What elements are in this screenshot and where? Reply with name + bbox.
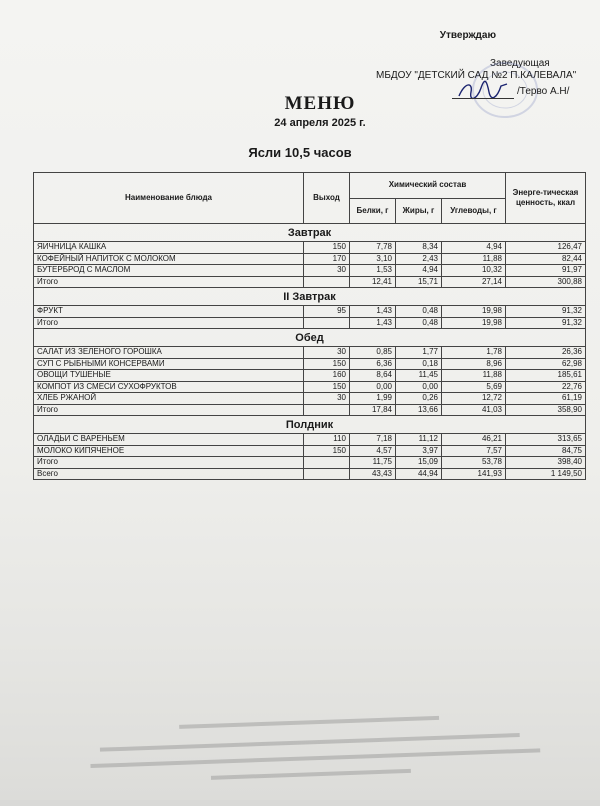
section-row	[34, 416, 586, 434]
dish-output: 30	[304, 265, 350, 277]
dish-fat: 0,00	[396, 381, 442, 393]
table-row	[34, 253, 586, 265]
table-row	[34, 347, 586, 359]
dish-fat: 11,12	[396, 434, 442, 446]
total-protein: 1,43	[350, 317, 396, 329]
dish-name: СУП С РЫБНЫМИ КОНСЕРВАМИ	[34, 358, 304, 370]
dish-protein: 1,53	[350, 265, 396, 277]
total-fat: 15,09	[396, 457, 442, 469]
dish-carbs: 11,88	[442, 253, 506, 265]
total-energy: 91,32	[506, 317, 586, 329]
dish-protein: 0,00	[350, 381, 396, 393]
dish-fat: 0,18	[396, 358, 442, 370]
dish-output: 150	[304, 242, 350, 254]
dish-fat: 0,48	[396, 306, 442, 318]
dish-fat: 3,97	[396, 445, 442, 457]
section-row	[34, 329, 586, 347]
total-output-empty	[304, 276, 350, 288]
dish-output: 160	[304, 370, 350, 382]
dish-energy: 126,47	[506, 242, 586, 254]
dish-fat: 0,26	[396, 393, 442, 405]
dish-output: 150	[304, 445, 350, 457]
total-protein: 17,84	[350, 404, 396, 416]
total-label: Итого	[34, 276, 304, 288]
column-header-fat: Жиры, г	[396, 198, 442, 224]
grand-total-energy: 1 149,50	[506, 468, 586, 480]
dish-name: ОВОЩИ ТУШЕНЫЕ	[34, 370, 304, 382]
total-fat: 0,48	[396, 317, 442, 329]
dish-output: 110	[304, 434, 350, 446]
total-energy: 398,40	[506, 457, 586, 469]
dish-fat: 4,94	[396, 265, 442, 277]
table-row	[34, 393, 586, 405]
total-carbs: 19,98	[442, 317, 506, 329]
dish-output: 95	[304, 306, 350, 318]
dish-protein: 4,57	[350, 445, 396, 457]
dish-energy: 82,44	[506, 253, 586, 265]
column-header-energy: Энерге-тическая ценность, ккал	[506, 173, 586, 224]
section-row	[34, 224, 586, 242]
dish-energy: 91,97	[506, 265, 586, 277]
menu-body	[34, 224, 586, 480]
dish-output: 30	[304, 347, 350, 359]
column-header-chemical: Химический состав	[350, 173, 506, 199]
grand-total-output-empty	[304, 468, 350, 480]
total-fat: 15,71	[396, 276, 442, 288]
table-row	[34, 358, 586, 370]
menu-date: 24 апреля 2025 г.	[274, 117, 366, 129]
dish-carbs: 11,88	[442, 370, 506, 382]
total-row	[34, 404, 586, 416]
dish-output: 150	[304, 358, 350, 370]
total-output-empty	[304, 317, 350, 329]
table-row	[34, 434, 586, 446]
total-output-empty	[304, 404, 350, 416]
approve-label: Утверждаю	[439, 30, 496, 41]
column-header-name: Наименование блюда	[34, 173, 304, 224]
dish-name: МОЛОКО КИПЯЧЕНОЕ	[34, 445, 304, 457]
document-title: МЕНЮ	[284, 93, 356, 114]
dish-carbs: 7,57	[442, 445, 506, 457]
table-row	[34, 306, 586, 318]
bleed-through-text	[59, 691, 582, 804]
dish-energy: 26,36	[506, 347, 586, 359]
dish-fat: 1,77	[396, 347, 442, 359]
dish-carbs: 5,69	[442, 381, 506, 393]
dish-protein: 3,10	[350, 253, 396, 265]
dish-carbs: 10,32	[442, 265, 506, 277]
dish-energy: 22,76	[506, 381, 586, 393]
dish-name: ОЛАДЬИ С ВАРЕНЬЕМ	[34, 434, 304, 446]
section-title: Обед	[34, 329, 586, 347]
grand-total-label: Всего	[34, 468, 304, 480]
dish-carbs: 19,98	[442, 306, 506, 318]
dish-energy: 185,61	[506, 370, 586, 382]
dish-carbs: 12,72	[442, 393, 506, 405]
dish-name: КОФЕЙНЫЙ НАПИТОК С МОЛОКОМ	[34, 253, 304, 265]
dish-carbs: 4,94	[442, 242, 506, 254]
dish-fat: 8,34	[396, 242, 442, 254]
section-row	[34, 288, 586, 306]
grand-total-fat: 44,94	[396, 468, 442, 480]
dish-protein: 1,99	[350, 393, 396, 405]
total-energy: 358,90	[506, 404, 586, 416]
dish-output: 170	[304, 253, 350, 265]
dish-energy: 62,98	[506, 358, 586, 370]
dish-protein: 7,18	[350, 434, 396, 446]
dish-name: БУТЕРБРОД С МАСЛОМ	[34, 265, 304, 277]
total-label: Итого	[34, 317, 304, 329]
dish-energy: 84,75	[506, 445, 586, 457]
table-row	[34, 242, 586, 254]
dish-name: ЯИЧНИЦА КАШКА	[34, 242, 304, 254]
dish-name: ФРУКТ	[34, 306, 304, 318]
menu-table	[33, 172, 586, 480]
dish-protein: 0,85	[350, 347, 396, 359]
dish-protein: 1,43	[350, 306, 396, 318]
dish-energy: 313,65	[506, 434, 586, 446]
dish-carbs: 8,96	[442, 358, 506, 370]
dish-energy: 91,32	[506, 306, 586, 318]
dish-fat: 11,45	[396, 370, 442, 382]
column-header-carbs: Углеводы, г	[442, 198, 506, 224]
organization-name: МБДОУ "ДЕТСКИЙ САД №2 П.КАЛЕВАЛА"	[376, 70, 577, 81]
total-carbs: 53,78	[442, 457, 506, 469]
total-row	[34, 317, 586, 329]
dish-protein: 8,64	[350, 370, 396, 382]
table-row	[34, 370, 586, 382]
section-title: II Завтрак	[34, 288, 586, 306]
table-row	[34, 265, 586, 277]
total-label: Итого	[34, 457, 304, 469]
dish-carbs: 1,78	[442, 347, 506, 359]
total-output-empty	[304, 457, 350, 469]
dish-protein: 7,78	[350, 242, 396, 254]
dish-protein: 6,36	[350, 358, 396, 370]
dish-name: ХЛЕБ РЖАНОЙ	[34, 393, 304, 405]
position-label: Заведующая	[490, 58, 550, 69]
grand-total-carbs: 141,93	[442, 468, 506, 480]
total-carbs: 41,03	[442, 404, 506, 416]
total-row	[34, 276, 586, 288]
signer-name: /Терво А.Н/	[517, 86, 570, 97]
dish-carbs: 46,21	[442, 434, 506, 446]
total-row	[34, 457, 586, 469]
bleed-through-lines	[59, 691, 582, 804]
section-title: Полдник	[34, 416, 586, 434]
column-header-protein: Белки, г	[350, 198, 396, 224]
total-label: Итого	[34, 404, 304, 416]
grand-total-row	[34, 468, 586, 480]
dish-fat: 2,43	[396, 253, 442, 265]
total-energy: 300,88	[506, 276, 586, 288]
total-carbs: 27,14	[442, 276, 506, 288]
dish-energy: 61,19	[506, 393, 586, 405]
total-fat: 13,66	[396, 404, 442, 416]
dish-output: 30	[304, 393, 350, 405]
group-name: Ясли 10,5 часов	[248, 145, 352, 160]
total-protein: 11,75	[350, 457, 396, 469]
table-row	[34, 381, 586, 393]
dish-name: САЛАТ ИЗ ЗЕЛЕНОГО ГОРОШКА	[34, 347, 304, 359]
dish-output: 150	[304, 381, 350, 393]
grand-total-protein: 43,43	[350, 468, 396, 480]
dish-name: КОМПОТ ИЗ СМЕСИ СУХОФРУКТОВ	[34, 381, 304, 393]
table-row	[34, 445, 586, 457]
column-header-output: Выход	[304, 173, 350, 224]
section-title: Завтрак	[34, 224, 586, 242]
total-protein: 12,41	[350, 276, 396, 288]
